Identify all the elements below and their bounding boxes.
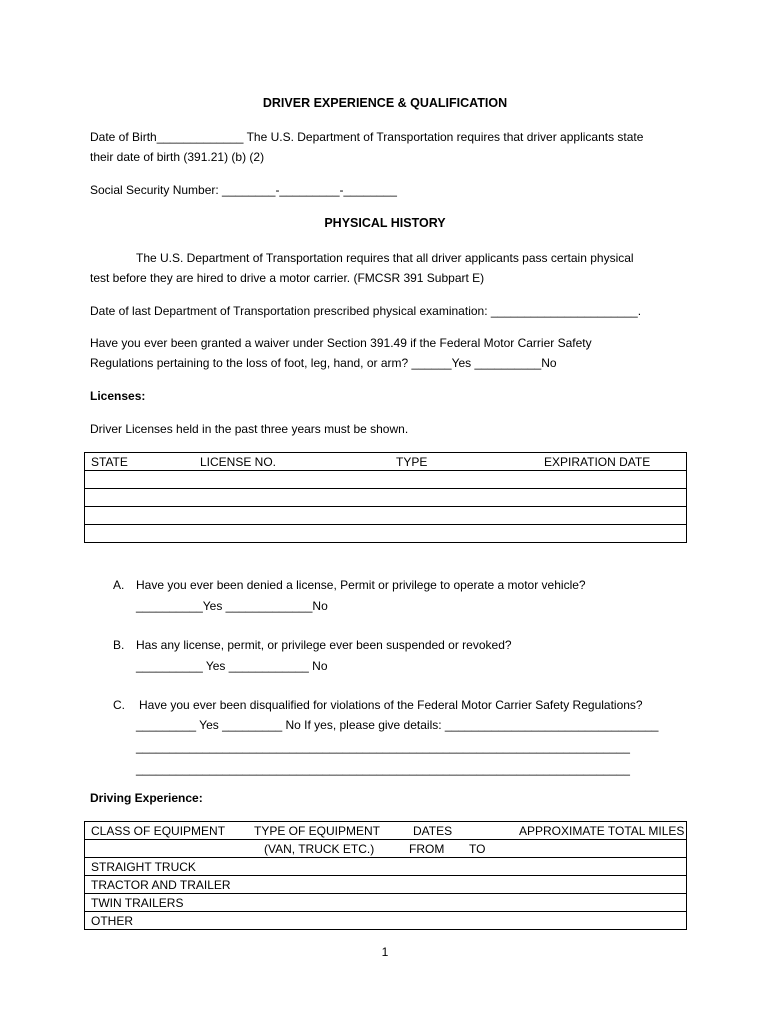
physical-paragraph-line-1: The U.S. Department of Transportation requires that all driver applicants pass certain physical [136,251,634,265]
question-a-text: Have you ever been denied a license, Permit or privilege to operate a motor vehicle? [136,578,586,592]
experience-row[interactable] [85,858,687,876]
waiver-line-1: Have you ever been granted a waiver under Section 391.49 if the Federal Motor Carrier Safety [90,336,592,350]
question-b-text: Has any license, permit, or privilege ever been suspended or revoked? [136,638,512,652]
experience-header-cell [85,822,687,840]
experience-row[interactable] [85,876,687,894]
header-state: STATE [91,455,128,469]
experience-row-label[interactable]: TRACTOR AND TRAILER [85,876,687,894]
dob-line-1: Date of Birth_____________ The U.S. Department of Transportation requires that driver applicants state [90,130,644,144]
page-number: 1 [381,945,389,959]
license-row[interactable] [85,489,687,507]
license-row[interactable] [85,525,687,543]
waiver-line-2: Regulations pertaining to the loss of foot, leg, hand, or arm? ______Yes __________No [90,356,557,370]
license-row[interactable] [85,507,687,525]
license-row-cell[interactable] [85,489,687,507]
header-type: TYPE [396,455,428,469]
physical-paragraph-line-2: test before they are hired to drive a motor carrier. (FMCSR 391 Subpart E) [90,271,485,285]
license-table [84,452,687,543]
experience-subheader-row [85,840,687,858]
experience-row[interactable] [85,894,687,912]
experience-row-label[interactable]: STRAIGHT TRUCK [85,858,687,876]
experience-row-label[interactable]: TWIN TRAILERS [85,894,687,912]
license-row[interactable] [85,471,687,489]
physical-history-heading: PHYSICAL HISTORY [324,216,446,230]
header-to: TO [469,842,486,856]
question-c-text: Have you ever been disqualified for violations of the Federal Motor Carrier Safety Regulations? [139,698,643,712]
question-b-answer[interactable]: __________ Yes ____________ No [136,659,328,673]
license-row-cell[interactable] [85,471,687,489]
question-c-details-line[interactable]: __________________________________________________________________________ [136,762,630,776]
experience-row[interactable] [85,912,687,930]
header-dates: DATES [413,824,453,838]
license-row-cell[interactable] [85,507,687,525]
header-from: FROM [409,842,445,856]
question-c-details-line[interactable]: __________________________________________________________________________ [136,740,630,754]
dob-line-2: their date of birth (391.21) (b) (2) [90,150,265,164]
licenses-note: Driver Licenses held in the past three years must be shown. [90,422,409,436]
header-type-of-equipment: TYPE OF EQUIPMENT [254,824,381,838]
question-b-letter: B. [113,638,125,652]
experience-subheader-cell [85,840,687,858]
page-title: DRIVER EXPERIENCE & QUALIFICATION [262,96,508,110]
question-c-letter: C. [113,698,125,712]
header-type-sub: (VAN, TRUCK ETC.) [264,842,375,856]
driving-experience-heading: Driving Experience: [90,791,203,805]
licenses-heading: Licenses: [90,389,146,403]
header-approximate-total-miles: APPROXIMATE TOTAL MILES [519,824,685,838]
question-a-answer[interactable]: __________Yes _____________No [136,599,328,613]
license-table-header-row [85,453,687,471]
header-expiration-date: EXPIRATION DATE [544,455,651,469]
last-exam-line: Date of last Department of Transportation prescribed physical examination: ______________________. [90,304,642,318]
experience-row-label[interactable]: OTHER [85,912,687,930]
header-class-of-equipment: CLASS OF EQUIPMENT [91,824,226,838]
ssn-line: Social Security Number: ________-_________-________ [90,183,397,197]
driving-experience-table [84,821,687,930]
question-a-letter: A. [113,578,125,592]
question-c-answer[interactable]: _________ Yes _________ No If yes, please give details: ________________________________ [136,718,659,732]
header-license-no: LICENSE NO. [200,455,277,469]
license-row-cell[interactable] [85,525,687,543]
experience-header-row [85,822,687,840]
license-header-cell [85,453,687,471]
